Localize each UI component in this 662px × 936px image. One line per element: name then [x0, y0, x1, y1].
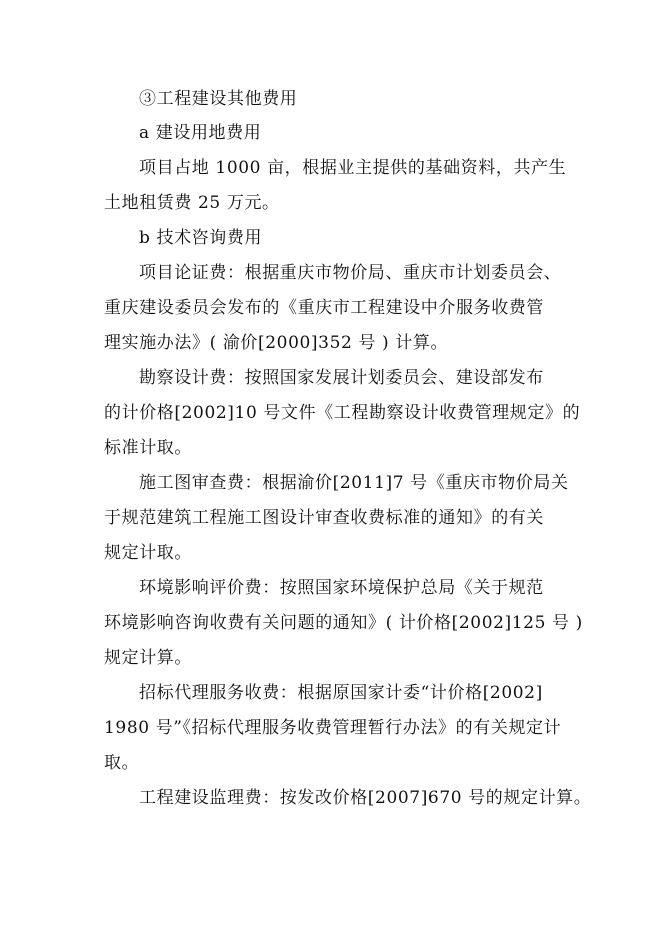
section-heading-other-costs: ③工程建设其他费用 [139, 89, 298, 109]
paragraph-bidding-line-2: 1980 号”《招标代理服务收费管理暂行办法》的有关规定计 [104, 718, 562, 738]
paragraph-supervision-line-1: 工程建设监理费：按发改价格[2007]670 号的规定计算。 [139, 788, 592, 808]
paragraph-survey-line-1: 勘察设计费：按照国家发展计划委员会、建设部发布 [139, 368, 544, 388]
subsection-title-consulting: b 技术咨询费用 [139, 228, 263, 248]
paragraph-bidding-line-1: 招标代理服务收费：根据原国家计委“计价格[2002] [139, 683, 543, 703]
paragraph-land-line-2: 土地租赁费 25 万元。 [104, 193, 280, 213]
paragraph-survey-line-2: 的计价格[2002]10 号文件《工程勘察设计收费管理规定》的 [104, 403, 581, 423]
paragraph-environment-line-2: 环境影响咨询收费有关问题的通知》( 计价格[2002]125 号 ) [104, 613, 583, 633]
paragraph-demonstration-line-3: 理实施办法》( 渝价[2000]352 号 ) 计算。 [104, 333, 449, 353]
paragraph-demonstration-line-2: 重庆建设委员会发布的《重庆市工程建设中介服务收费管 [104, 298, 544, 318]
paragraph-bidding-line-3: 取。 [104, 753, 140, 773]
paragraph-environment-line-1: 环境影响评价费：按照国家环境保护总局《关于规范 [139, 578, 544, 598]
paragraph-survey-line-3: 标准计取。 [104, 438, 192, 458]
paragraph-environment-line-3: 规定计算。 [104, 648, 192, 668]
paragraph-drawing-review-line-1: 施工图审查费：根据渝价[2011]7 号《重庆市物价局关 [139, 473, 569, 493]
paragraph-land-line-1: 项目占地 1000 亩，根据业主提供的基础资料，共产生 [139, 158, 567, 178]
paragraph-drawing-review-line-3: 规定计取。 [104, 543, 192, 563]
subsection-title-land: a 建设用地费用 [139, 123, 262, 143]
paragraph-demonstration-line-1: 项目论证费：根据重庆市物价局、重庆市计划委员会、 [139, 263, 562, 283]
paragraph-drawing-review-line-2: 于规范建筑工程施工图设计审查收费标准的通知》的有关 [104, 508, 544, 528]
